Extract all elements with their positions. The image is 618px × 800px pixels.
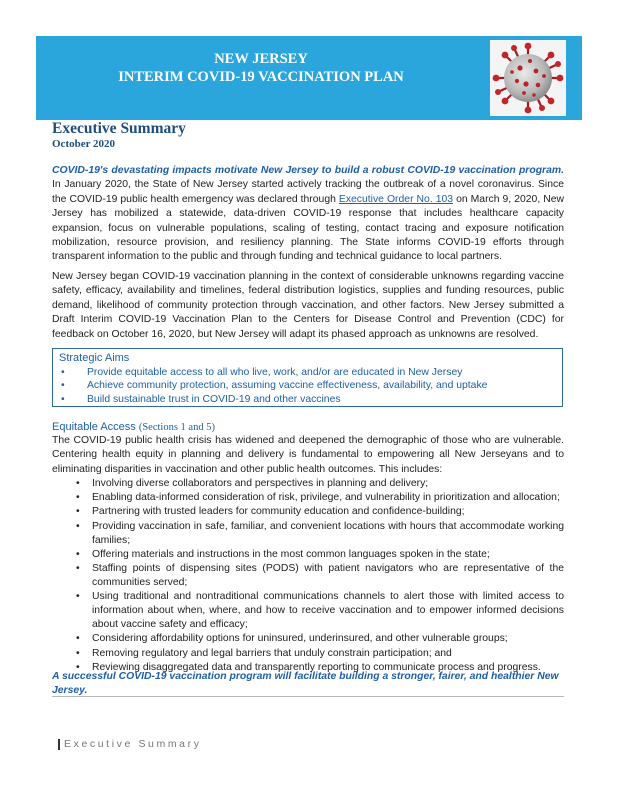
bullet-icon: • (76, 591, 80, 603)
strategic-aims-list (59, 366, 487, 406)
bullet-icon: • (61, 380, 65, 392)
planning-paragraph: New Jersey began COVID-19 vaccination planning in the context of considerable unknowns regarding vaccine safety, efficacy, availability and timelines, federal distribution logistics, supplies and funding resources, public demand, likelihood of community protection through vaccination, and other factors. New Jersey submitted a Draft Interim COVID-19 Vaccination Plan to the Centers for Disease Control and Prevention (CDC) for feedback on October 16, 2020, but New Jersey will adapt its phased approach as unknowns are resolved. (52, 271, 564, 340)
equitable-access-sections: (Sections 1 and 5) (138, 422, 215, 433)
list-item: • Providing vaccination in safe, familiar, and convenient locations with hours that accommodate working families; (76, 520, 564, 546)
list-item: • Removing regulatory and legal barriers that unduly constrain participation; and (76, 647, 452, 659)
intro-text-a: In January 2020, the State of New Jersey started actively tracking the outbreak of a novel coronavirus. Since the COVID-19 public health emergency was declared through (52, 179, 564, 205)
equitable-access-intro: The COVID-19 public health crisis has widened and deepened the demographic of those who are vulnerable. Centering health equity in planning and delivery is fundamental to empowering all New Jerseyans and to eliminating disparities in vaccination and other public health outcomes. This includes: (52, 435, 564, 475)
title-line-1: NEW JERSEY (214, 51, 308, 67)
list-item: • Build sustainable trust in COVID-19 and other vaccines (61, 393, 341, 405)
strategic-aims-box (52, 348, 563, 407)
list-item: • Offering materials and instructions in the most common languages spoken in the state; (76, 548, 490, 560)
list-item: • Partnering with trusted leaders for community education and confidence-building; (76, 506, 465, 518)
bullet-icon: • (61, 367, 65, 378)
equity-measures-list (52, 477, 564, 675)
document-title (36, 50, 486, 86)
title-line-2: INTERIM COVID-19 VACCINATION PLAN (118, 69, 404, 85)
list-item: • Provide equitable access to all who live, work, and/or are educated in New Jersey (61, 367, 463, 378)
bullet-icon: • (76, 506, 80, 518)
footer-divider (58, 739, 60, 750)
coronavirus-icon (490, 40, 566, 116)
section-date: October 2020 (52, 138, 116, 150)
list-item: • Enabling data-informed consideration of risk, privilege, and vulnerability in prioritization and allocation; (76, 492, 560, 504)
strategic-aims-title: Strategic Aims (59, 352, 130, 364)
divider (52, 696, 564, 697)
bullet-icon: • (76, 520, 80, 532)
bullet-icon: • (76, 562, 80, 574)
executive-order-link[interactable]: Executive Order No. 103 (338, 193, 454, 205)
bullet-icon: • (76, 661, 80, 673)
intro-text-b: on March 9, 2020, New Jersey has mobilized a statewide, data-driven COVID-19 response that includes healthcare capacity expansion, focus on vulnerable populations, scaling of testing, contact tracing and exposure notification mobilization, resource provision, and resiliency planning. The State informs COVID-19 efforts through transparent information to the public and through funding and technical guidance to local partners. (52, 193, 564, 263)
footer-label: Executive Summary (64, 738, 202, 750)
list-item: • Considering affordability options for uninsured, underinsured, and other vulnerable groups; (76, 633, 508, 645)
bullet-icon: • (76, 647, 80, 659)
bullet-icon: • (76, 633, 80, 645)
equitable-access-title: Equitable Access (Sections 1 and 5) (52, 421, 215, 433)
list-item: • Involving diverse collaborators and perspectives in planning and delivery; (76, 478, 429, 489)
bullet-icon: • (76, 548, 80, 560)
title-banner (36, 36, 582, 120)
intro-lead: COVID-19's devastating impacts motivate New Jersey to build a robust COVID-19 vaccination program. (52, 165, 564, 176)
bullet-icon: • (76, 478, 80, 489)
list-item: • Reviewing disaggregated data and transparently reporting to communicate process and progress. (76, 661, 541, 673)
intro-paragraph (52, 164, 564, 265)
list-item: • Staffing points of dispensing sites (PODS) with patient navigators who are representative of the communities served; (76, 562, 564, 588)
closing-statement: A successful COVID-19 vaccination program will facilitate building a stronger, fairer, and healthier New Jersey. (52, 671, 559, 696)
coronavirus-image (490, 40, 566, 116)
list-item: • Using traditional and nontraditional communications channels to alert those with limited access to information about when, where, and how to receive vaccination and to empower informed decisions about vaccine safety and efficacy; (76, 591, 564, 631)
section-title: Executive Summary (52, 120, 186, 137)
list-item: • Achieve community protection, assuming vaccine effectiveness, availability, and uptake (61, 380, 488, 392)
bullet-icon: • (76, 492, 80, 504)
bullet-icon: • (61, 393, 65, 405)
